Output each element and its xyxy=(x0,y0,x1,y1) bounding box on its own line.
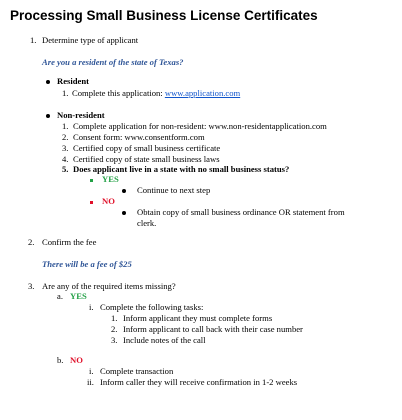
nonresident-no-label: NO xyxy=(102,196,115,206)
step3-yes-sub-text: Complete the following tasks: xyxy=(100,302,204,312)
yes-square-icon xyxy=(90,179,93,182)
step3-no-item-number: i. xyxy=(89,366,94,376)
resident-item-number: 1. xyxy=(62,88,69,98)
step1-label: Determine type of applicant xyxy=(42,35,139,45)
no-square-icon xyxy=(90,201,93,204)
step3-yes-label: YES xyxy=(70,291,87,301)
step3-no-label: NO xyxy=(70,355,83,365)
step3-label: Are any of the required items missing? xyxy=(42,281,176,291)
nonresident-item-text: Complete application for non-resident: www.non-residentapplication.com xyxy=(73,121,327,131)
no-action-bullet-icon xyxy=(122,211,126,215)
step3-no-letter: b. xyxy=(57,355,64,365)
nonresident-yes-action: Continue to next step xyxy=(137,185,211,195)
nonresident-label: Non-resident xyxy=(57,110,105,120)
resident-item-text xyxy=(72,88,240,99)
step3-yes-sub-number: i. xyxy=(89,302,94,312)
nonresident-item-number: 5. xyxy=(62,164,69,174)
step2-number: 2. xyxy=(28,237,35,247)
page-title: Processing Small Business License Certificates xyxy=(10,8,318,23)
nonresident-no-action-line2: clerk. xyxy=(137,218,157,228)
nonresident-bullet-icon xyxy=(46,114,50,118)
task-text: Include notes of the call xyxy=(123,335,206,345)
application-link[interactable]: www.application.com xyxy=(164,88,241,98)
nonresident-question: Does applicant live in a state with no small business status? xyxy=(73,164,290,174)
nonresident-no-action-line1: Obtain copy of small business ordinance OR statement from xyxy=(137,207,345,217)
step1-number: 1. xyxy=(30,35,37,45)
task-number: 3. xyxy=(111,335,118,345)
step3-no-item-number: ii. xyxy=(87,377,94,387)
nonresident-item-number: 2. xyxy=(62,132,69,142)
step3-no-item-text: Complete transaction xyxy=(100,366,174,376)
resident-item-label: Complete this application: xyxy=(72,88,163,98)
nonresident-item-number: 3. xyxy=(62,143,69,153)
resident-bullet-icon xyxy=(46,80,50,84)
nonresident-item-text: Certified copy of small business certificate xyxy=(73,143,221,153)
step3-number: 3. xyxy=(28,281,35,291)
nonresident-item-number: 4. xyxy=(62,154,69,164)
step3-no-item-text: Inform caller they will receive confirmation in 1-2 weeks xyxy=(100,377,298,387)
step2-note: There will be a fee of $25 xyxy=(42,259,132,269)
task-text: Inform applicant to call back with their case number xyxy=(123,324,303,334)
step2-label: Confirm the fee xyxy=(42,237,97,247)
task-number: 2. xyxy=(111,324,118,334)
nonresident-item-number: 1. xyxy=(62,121,69,131)
step3-yes-letter: a. xyxy=(57,291,63,301)
resident-label: Resident xyxy=(57,76,89,86)
nonresident-item-text: Certified copy of state small business laws xyxy=(73,154,220,164)
yes-action-bullet-icon xyxy=(122,189,126,193)
task-text: Inform applicant they must complete forms xyxy=(123,313,273,323)
nonresident-item-text: Consent form: www.consentform.com xyxy=(73,132,205,142)
nonresident-yes-label: YES xyxy=(102,174,119,184)
task-number: 1. xyxy=(111,313,118,323)
step1-question: Are you a resident of the state of Texas? xyxy=(42,57,184,67)
